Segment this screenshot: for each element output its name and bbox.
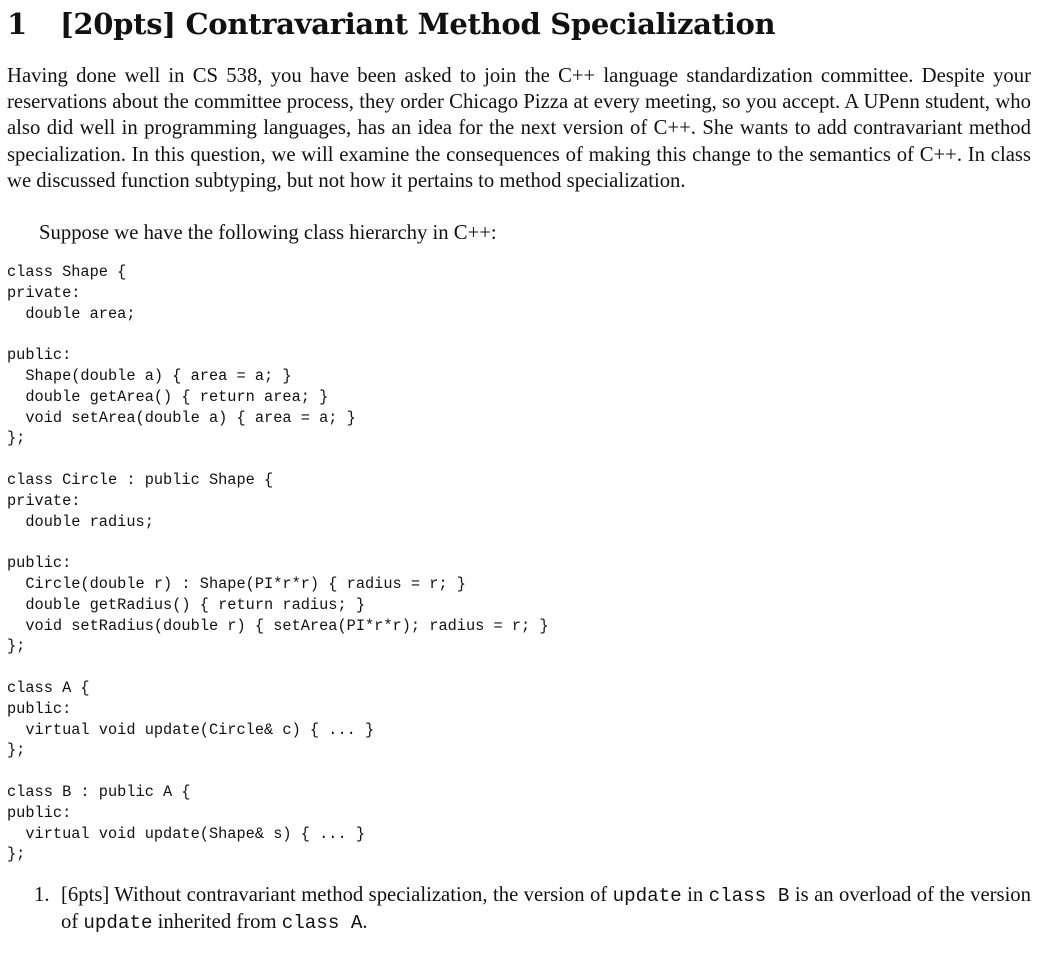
question-text: is an overload of the version of — [61, 884, 1031, 934]
question-text: in — [681, 884, 709, 906]
question-item — [7, 882, 1031, 936]
question-text: Without contravariant method specialization, the version of — [109, 884, 613, 906]
intro-paragraph: Having done well in CS 538, you have been asked to join the C++ language standardization committee. Despite your reservations about the committee process, they order Chicago Pizza at every meeting, so you accept. A UPenn student, who also did well in programming languages, has an idea for the next version of C++. She wants to add contravariant method specialization. In this question, we will examine the consequences of making this change to the semantics of C++. In class we discussed function subtyping, but not how it pertains to method specialization. — [7, 65, 1031, 192]
inline-code: class A — [281, 912, 363, 935]
question-list — [7, 882, 1031, 936]
code-listing: class Shape { private: double area; public: Shape(double a) { area = a; } double getArea() { return area; } void setArea(double a) { area = a; } }; class Circle : public Shape { private: double radius; public: Circle(double r) : Shape(PI*r*r) { radius = r; } double getRadius() { return radius; } void setRadius(double r) { setArea(PI*r*r); radius = r; } }; class A { public: virtual void update(Circle& c) { ... } }; class B : public A { public: virtual void update(Shape& s) { ... } }; — [7, 263, 549, 864]
question-text: . — [362, 911, 368, 934]
inline-code: class B — [708, 885, 790, 907]
question-number: 1. — [34, 884, 50, 906]
question-text: inherited from — [152, 911, 282, 934]
section-heading — [7, 5, 775, 43]
inline-code: update — [83, 912, 153, 935]
inline-code: update — [612, 885, 682, 907]
lead-paragraph: Suppose we have the following class hierarchy in C++: — [39, 222, 497, 244]
question-points: [6pts] — [61, 884, 110, 906]
section-number: 1 — [7, 7, 27, 41]
section-title: [20pts] Contravariant Method Specialization — [60, 7, 776, 41]
